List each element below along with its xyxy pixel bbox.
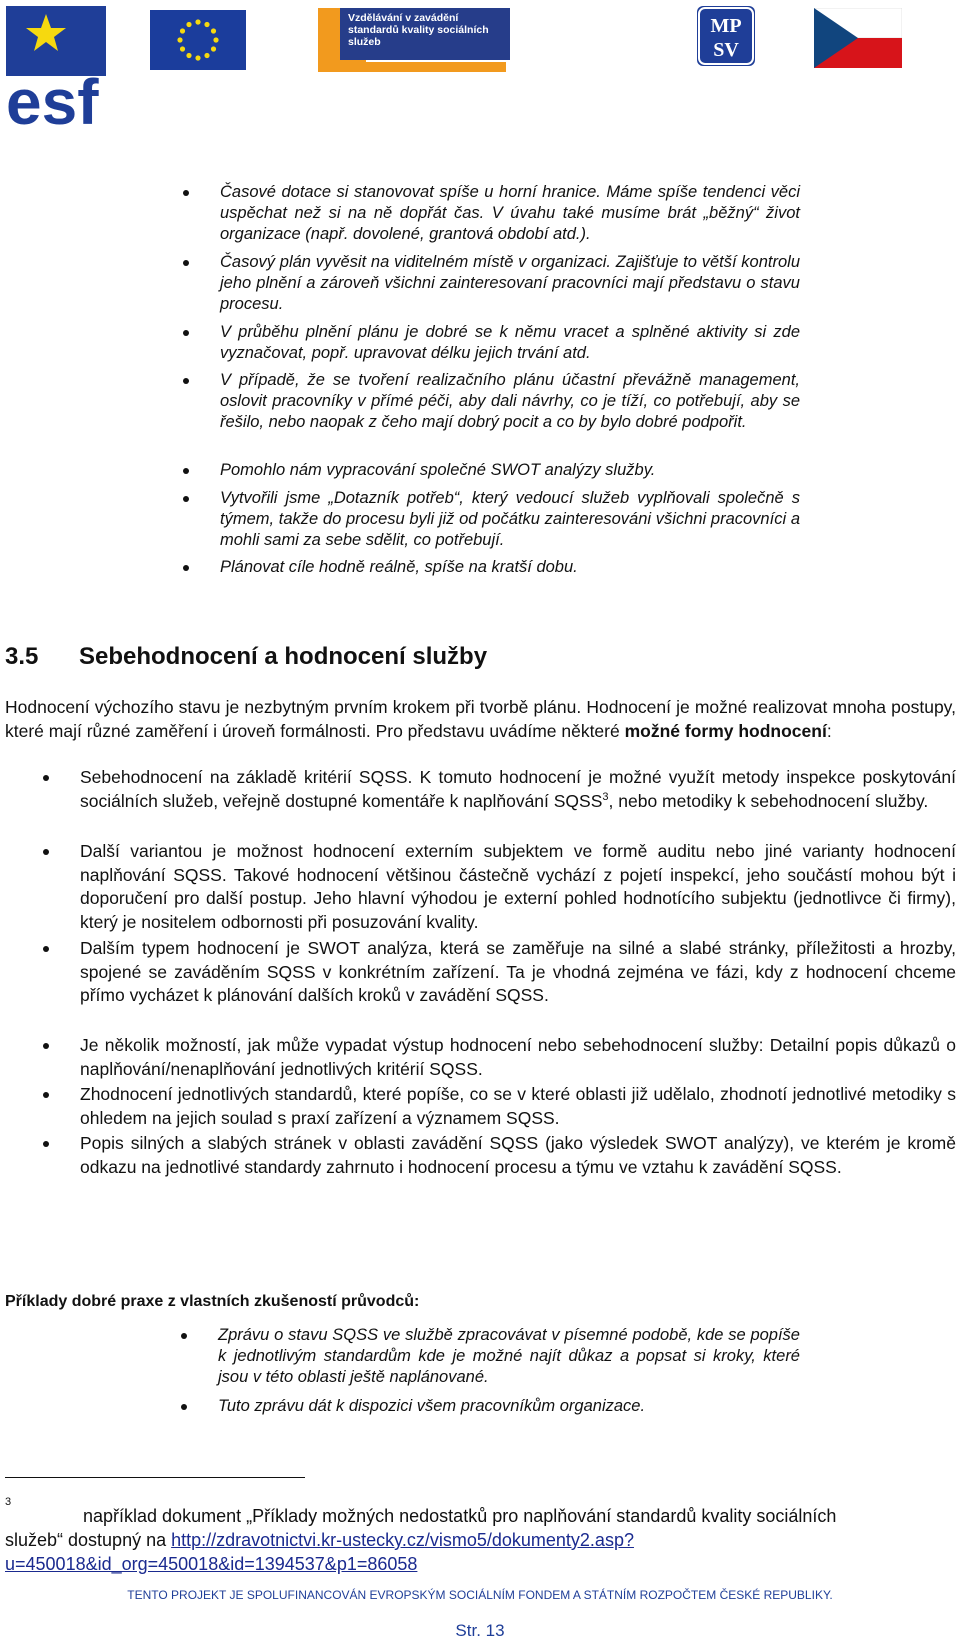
page-header [0,0,960,140]
list-item: Časový plán vyvěsit na viditelném místě v organizaci. Zajišťuje to větší kontrolu jeho plnění a zároveň všichni zainteresovaní pracovníci mají představu o stavu procesu. [220,253,800,313]
list-item-text: Sebehodnocení na základě kritérií SQSS. K tomuto hodnocení je možné využít metody inspekce poskytování sociálních služeb, veřejně dostupné komentáře k naplňování SQSS [80,767,956,811]
list-item: Časové dotace si stanovovat spíše u horní hranice. Máme spíše tendenci věci uspěchat než si na ně dopřát čas. V úvahu také musíme brát „běžný“ život organizace (např. dovolené, grantová období atd.). [220,183,800,243]
funding-footer: TENTO PROJEKT JE SPOLUFINANCOVÁN EVROPSKÝM SOCIÁLNÍM FONDEM A STÁTNÍM ROZPOČTEM ČESKÉ REPUBLIKY. [127,1588,833,1602]
footnote-text [5,1504,885,1576]
intro-end: : [826,720,832,741]
mpsv-logo [697,6,755,66]
footnote-separator [5,1477,305,1478]
svg-text:MP: MP [710,15,742,37]
vzdelavani-logo-text: Vzdělávání v zavádění standardů kvality sociálních služeb [340,8,510,60]
list-item-text: Popis silných a slabých stránek v oblasti zavádění SQSS (jako výsledek SWOT analýzy), ve kterém je kromě odkazu na jednotlivé standardy zahrnuto i hodnocení procesu a týmu ve vztahu k zavádění SQSS. [80,1133,956,1177]
intro-paragraph [5,696,956,743]
list-item [80,840,956,934]
eu-flag-logo [150,10,246,70]
vzdelavani-logo [318,8,510,72]
list-item: V případě, že se tvoření realizačního plánu účastní převážně management, oslovit pracovníky v přímé péči, aby dali návrhy, co je tíží, co potřebují, aby se řešilo, nebo naopak z čeho mají dobrý pocit a co by bylo dobré podpořit. [220,371,800,431]
list-item-text: Je několik možností, jak může vypadat výstup hodnocení nebo sebehodnocení služby: Detailní popis důkazů o naplňování/nenaplňování jednotlivých kritérií SQSS. [80,1035,956,1079]
svg-text:SV: SV [713,39,739,61]
list-item-text: Další variantou je možnost hodnocení externím subjektem ve formě auditu nebo jiné varianty hodnocení naplňování SQSS. Takové hodnocení většinou částečně vychází z pojetí inspekcí, jeho součástí mohou být i doporučení pro další postup. Jeho hlavní výhodou je externí pohled hodnotícího subjektu (jednotlivce či firmy), který je nositelem odbornosti při posuzování kvality. [80,841,956,932]
list-item [80,1034,956,1081]
czech-flag-logo [814,8,902,68]
esf-logo [6,6,146,130]
good-practice-heading: Příklady dobré praxe z vlastních zkušeností průvodců: [5,1293,420,1310]
intro-bold: možné formy hodnocení [624,720,827,741]
list-item-text: Zhodnocení jednotlivých standardů, které popíše, co se v které oblasti již udělalo, zhodnotí jednotlivé metodiky s ohledem na jejich soulad s praxí zařízení a významem SQSS. [80,1084,956,1128]
list-item: V průběhu plnění plánu je dobré se k němu vracet a splněné aktivity si zde vyznačovat, popř. upravovat délku jejich trvání atd. [220,323,800,362]
page-number: Str. 13 [455,1621,505,1640]
svg-text:esf: esf [6,66,99,130]
footnote-body: například dokument „Příklady možných nedostatků pro naplňování standardů kvality sociálních služeb“ dostupný na [5,1506,837,1550]
list-item [80,766,956,813]
list-item [80,1083,956,1130]
list-item [80,1132,956,1179]
list-item-text: Dalším typem hodnocení je SWOT analýza, která se zaměřuje na silné a slabé stránky, příležitosti a hrozby, spojené se zaváděním SQSS v konkrétním zařízení. Ta je vhodná zejména ve fázi, kdy z hodnocení chceme přímo vycházet k plánování dalších kroků v zavádění SQSS. [80,938,956,1005]
section-title: Sebehodnocení a hodnocení služby [79,643,488,670]
list-item: Plánovat cíle hodně reálně, spíše na kratší dobu. [220,557,800,578]
vzdelavani-logo-line [346,62,506,72]
intro-text: Hodnocení výchozího stavu je nezbytným prvním krokem při tvorbě plánu. Hodnocení je možné realizovat mnoha postupy, které mají různé zaměření i úroveň formálnosti. Pro představu uvádíme některé [5,697,956,741]
footnote-ref[interactable]: 3 [602,790,609,803]
list-item: Vytvořili jsme „Dotazník potřeb“, který vedoucí služeb vyplňovali společně s týmem, takže do procesu byli již od počátku zainteresováni všichni pracovníci a mohli sami za sebe sdělit, co potřebují. [220,489,800,549]
list-item: Pomohlo nám vypracování společné SWOT analýzy služby. [220,460,800,481]
list-item [80,937,956,1008]
list-item-tail: , nebo metodiky k sebehodnocení služby. [608,790,929,811]
footnote-link[interactable]: http://zdravotnictvi.kr-ustecky.cz/vismo5/dokumenty2.asp?u=450018&id_org=450018&id=1394537&p1=86058 [5,1530,634,1574]
list-item: Tuto zprávu dát k dispozici všem pracovníkům organizace. [218,1396,800,1417]
list-item: Zprávu o stavu SQSS ve službě zpracovávat v písemné podobě, kde se popíše k jednotlivým standardům kde je možné najít důkaz a popsat si kroky, které jsou v této oblasti ještě naplánované. [218,1326,800,1386]
footnote-mark: 3 [5,1496,12,1508]
section-number: 3.5 [5,643,39,670]
